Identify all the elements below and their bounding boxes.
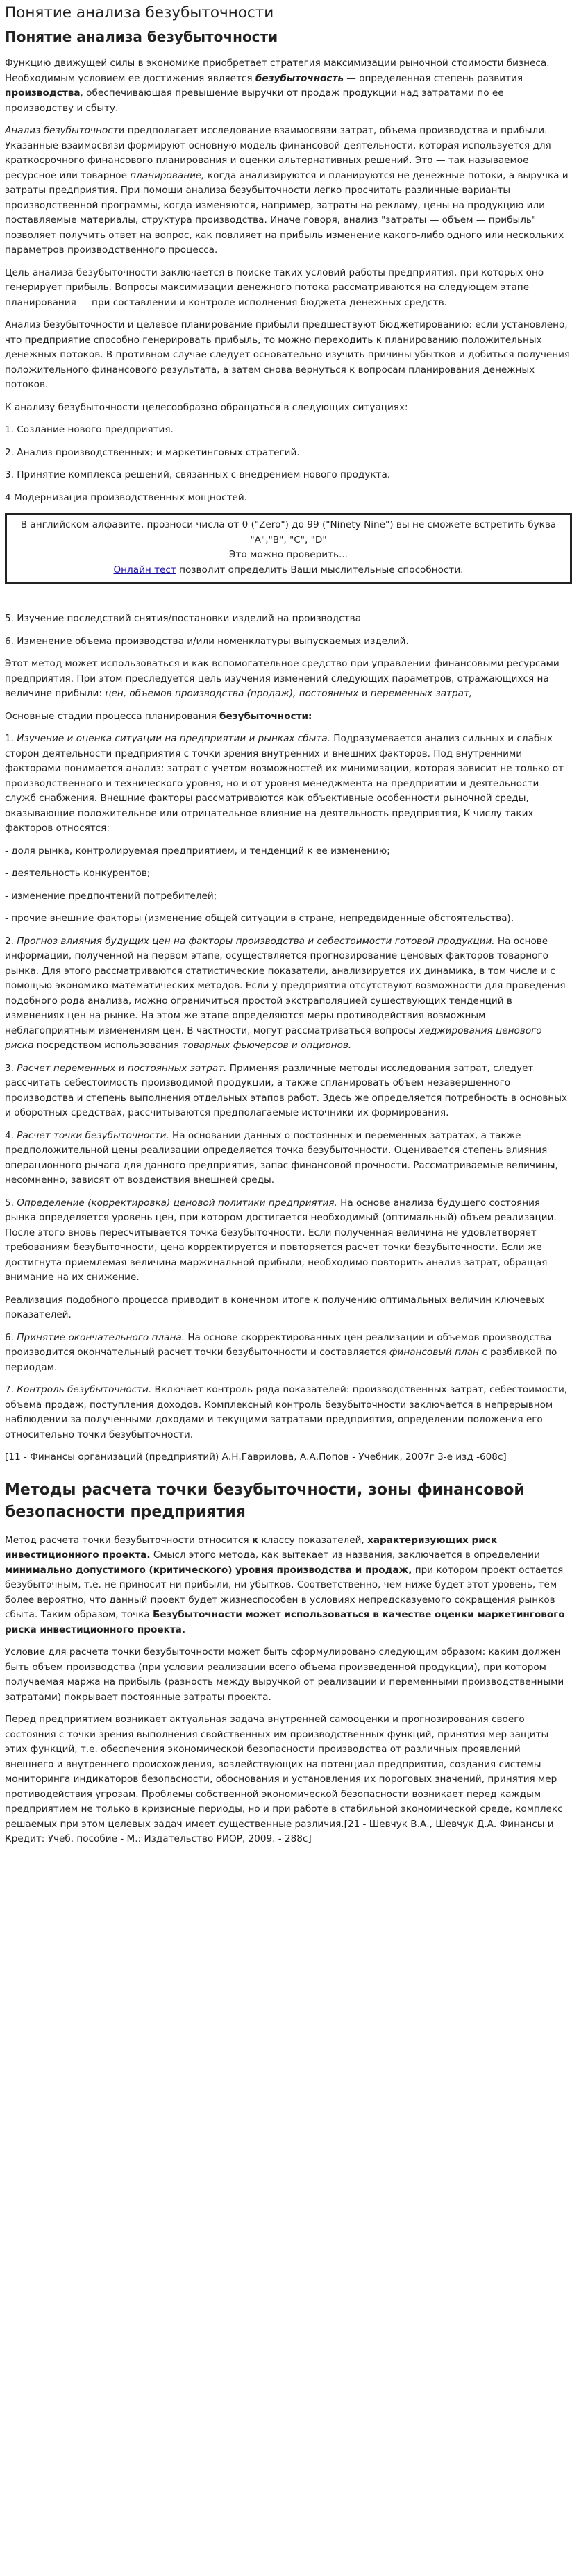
paragraph-security: Перед предприятием возникает актуальная задача внутренней самооценки и прогнозирования своего состояния с точки зрения выполнения свойственных им производственных функций, принятия мер защиты этих функций, т.е. обеспечения экономической безопасности производства от различных проявлений внешнего и внутреннего происхождения, воздействующих на потенциал предприятия, создания системы мониторинга индикаторов безопасности, обоснования и установления их пороговых значений, принятия мер противодействия угрозам. Проблемы собственной экономической безопасности возникает перед каждым предприятием не только в кризисные периоды, но и при работе в стабильной экономической среде, комплекс решаемых при этом целевых задач имеет существенные различия.[21 - Шевчук В.А., Шевчук Д.А. Финансы и Кредит: Учеб. пособие - М.: Издательство РИОР, 2009. - 288с]: [5, 1714, 563, 1844]
list-item: - доля рынка, контролируемая предприятием, и тенденций к ее изменению;: [5, 845, 390, 857]
page-title: Понятие анализа безубыточности: [5, 4, 274, 22]
list-item: 2. Анализ производственных; и маркетинговых стратегий.: [5, 446, 300, 458]
promo-text: Онлайн тест позволит определить Ваши мыслительные способности.: [113, 564, 464, 575]
list-item: 3. Принятие комплекса решений, связанных с внедрением нового продукта.: [5, 469, 391, 480]
paragraph-condition: Условие для расчета точки безубыточности может быть сформулировано следующим образом: каким должен быть объем производства (при условии реализации всего объема произведенной продукции), при котором получаемая маржа на прибыль (разность между выручкой от реализации и переменными производственными затратами) покрывает постоянные затраты проекта.: [5, 1647, 564, 1703]
promo-text: В английском алфавите, прозноси числа от 0 ("Zero") до 99 ("Ninety Nine") вы не сможете встретить буква "A","B", "C", "D": [20, 519, 557, 546]
section-heading: Методы расчета точки безубыточности, зоны финансовой безопасности предприятия: [5, 1481, 525, 1521]
list-item: - прочие внешние факторы (изменение общей ситуации в стране, непредвиденные обстоятельства).: [5, 913, 514, 924]
online-test-link[interactable]: Онлайн тест: [113, 564, 176, 575]
paragraph-stages: Основные стадии процесса планирования безубыточности:: [5, 710, 312, 722]
stage-7: 7. Контроль безубыточности. Включает контроль ряда показателей: производственных затрат, себестоимости, объема продаж, поступления доходов. Комплексный контроль безубыточности заключается в непрерывном наблюдении за полученными доходами и текущими затратами предприятия, определении положения его относительно точки безубыточности.: [5, 1384, 568, 1440]
paragraph-goal: Цель анализа безубыточности заключается в поиске таких условий работы предприятия, при которых оно генерирует прибыль. Вопросы максимизации денежного потока рассматриваются на следующем этапе планирования — при составлении и контроле исполнения бюджета денежных средств.: [5, 267, 544, 308]
paragraph-budgeting: Анализ безубыточности и целевое планирование прибыли предшествуют бюджетированию: если установлено, что предприятие способно генерировать прибыль, то можно переходить к планированию положительных денежных потоков. В противном случае следует основательно изучить причины убытков и добиться получения положительного финансового результата, а затем снова вернуться к вопросам планирования денежных потоков.: [5, 319, 571, 390]
reference: [11 - Финансы организаций (предприятий) А.Н.Гаврилова, А.А.Попов - Учебник, 2007г 3-е изд -608с]: [5, 1451, 507, 1463]
promo-text: Это можно проверить...: [229, 549, 348, 560]
stage-4: 4. Расчет точки безубыточности. На основании данных о постоянных и переменных затратах, а также предположительной цены реализации определяется точка безубыточности. Оценивается степень влияния операционного рычага для данного предприятия, запас финансовой прочности. Рассматриваемые величины, несомненно, зависят от воздействия внешней среды.: [5, 1129, 558, 1186]
stage-3: 3. Расчет переменных и постоянных затрат. Применяя различные методы исследования затрат, следует рассчитать себестоимость производимой продукции, а также спланировать объем незавершенного производства и степень выполнения отдельных этапов работ. Здесь же определяется потребность в основных и оборотных средствах, рассчитываются предполагаемые источники их формирования.: [5, 1062, 568, 1118]
article-heading: Понятие анализа безубыточности: [5, 28, 278, 45]
paragraph-result: Реализация подобного процесса приводит в конечном итоге к получению оптимальных величин ключевых показателей.: [5, 1294, 544, 1320]
list-item: - изменение предпочтений потребителей;: [5, 890, 217, 902]
stage-6: 6. Принятие окончательного плана. На основе скорректированных цен реализации и объемов производства производится окончательный расчет точки безубыточности и составляется финансовый план с разбивкой по периодам.: [5, 1331, 557, 1373]
stage-2: 2. Прогноз влияния будущих цен на факторы производства и себестоимости готовой продукции. На основе информации, полученной на первом этапе, осуществляется прогнозирование ценовых факторов товарного рынка. Для этого рассматриваются статистические показатели, анализируется их динамика, в том числе и с помощью экономико-математических методов. Если у предприятия отсутствуют возможности для проведения подобного рода анализа, можно ограничиться простой экстраполяцией существующих тенденций в изменениях цен на рынке. На этом же этапе определяются меры противодействия возможным неблагоприятным изменениям цен. В частности, могут рассматриваться вопросы хеджирования ценового риска посредством использования товарных фьючерсов и опционов.: [5, 935, 566, 1051]
list-item: 5. Изучение последствий снятия/постановки изделий на производства: [5, 613, 362, 624]
list-item: - деятельность конкурентов;: [5, 868, 151, 879]
promo-box: [5, 513, 572, 584]
stage-1: 1. Изучение и оценка ситуации на предприятии и рынках сбыта. Подразумевается анализ сильных и слабых сторон деятельности предприятия с точки зрения внутренних и внешних факторов. Под внутренними факторами понимается анализ: затрат с учетом возможностей их минимизации, которая зависит не только от производственного и технического уровня, но и от уровня менеджмента на предприятии и деятельности служб снабжения. Внешние факторы рассматриваются как объективные особенности рыночной среды, оказывающие положительное или отрицательное влияние на деятельность предприятия, К числу таких факторов относятся:: [5, 733, 564, 834]
paragraph-method: Этот метод может использоваться и как вспомогательное средство при управлении финансовыми ресурсами предприятия. При этом преследуется цель изучения изменений следующих параметров, отражающихся на величине прибыли: цен, объемов производства (продаж), постоянных и переменных затрат,: [5, 658, 560, 699]
list-item: 6. Изменение объема производства и/или номенклатуры выпускаемых изделий.: [5, 635, 409, 647]
paragraph-intro: Функцию движущей силы в экономике приобретает стратегия максимизации рыночной стоимости бизнеса. Необходимым условием ее достижения является безубыточность — определенная степень развития производства, обеспечивающая превышение выручки от продаж продукции над затратами по ее производству и сбыту.: [5, 58, 550, 114]
list-item: 4 Модернизация производственных мощностей.: [5, 491, 248, 503]
stage-5: 5. Определение (корректировка) ценовой политики предприятия. На основе анализа будущего состояния рынка определяется уровень цен, при котором достигается необходимый (оптимальный) объем реализации. После этого вновь пересчитывается точка безубыточности. Если полученная величина не удовлетворяет требованиям безубыточности, цена корректируется и повторяется расчет точки безубыточности. Если же достигнута приемлемая величина маржинальной прибыли, необходимо повторить анализ затрат, обращая внимание на их снижение.: [5, 1197, 557, 1283]
paragraph-break-even-method: Метод расчета точки безубыточности относится к классу показателей, характеризующих риск инвестиционного проекта. Смысл этого метода, как вытекает из названия, заключается в определении минимально допустимого (критического) уровня производства и продаж, при котором проект остается безубыточным, т.е. не приносит ни прибыли, ни убытков. Соответственно, чем ниже будет этот уровень, тем более вероятно, что данный проект будет жизнеспособен в условиях непредсказуемого сокращения рынков сбыта. Таким образом, точка Безубыточности может использоваться в качестве оценки маркетингового риска инвестиционного проекта.: [5, 1534, 565, 1635]
paragraph-situations: К анализу безубыточности целесообразно обращаться в следующих ситуациях:: [5, 401, 408, 413]
list-item: 1. Создание нового предприятия.: [5, 424, 174, 435]
paragraph-analysis: Анализ безубыточности предполагает исследование взаимосвязи затрат, объема производства и прибыли. Указанные взаимосвязи формируют основную модель финансовой деятельности, которая используется для краткосрочного финансового планирования и оценки альтернативных решений. Это — так называемое ресурсное или товарное планирование, когда анализируются и планируются не денежные потоки, а выручка и затраты предприятия. При помощи анализа безубыточности легко просчитать различные варианты производственной программы, когда изменяются, например, затраты на рекламу, цены на продукцию или поставляемые материалы, структура производства. Иначе говоря, анализ "затраты — объем — прибыль" позволяет получить ответ на вопрос, как повлияет на прибыль изменение какого-либо одного или нескольких параметров производственного процесса.: [5, 125, 569, 255]
